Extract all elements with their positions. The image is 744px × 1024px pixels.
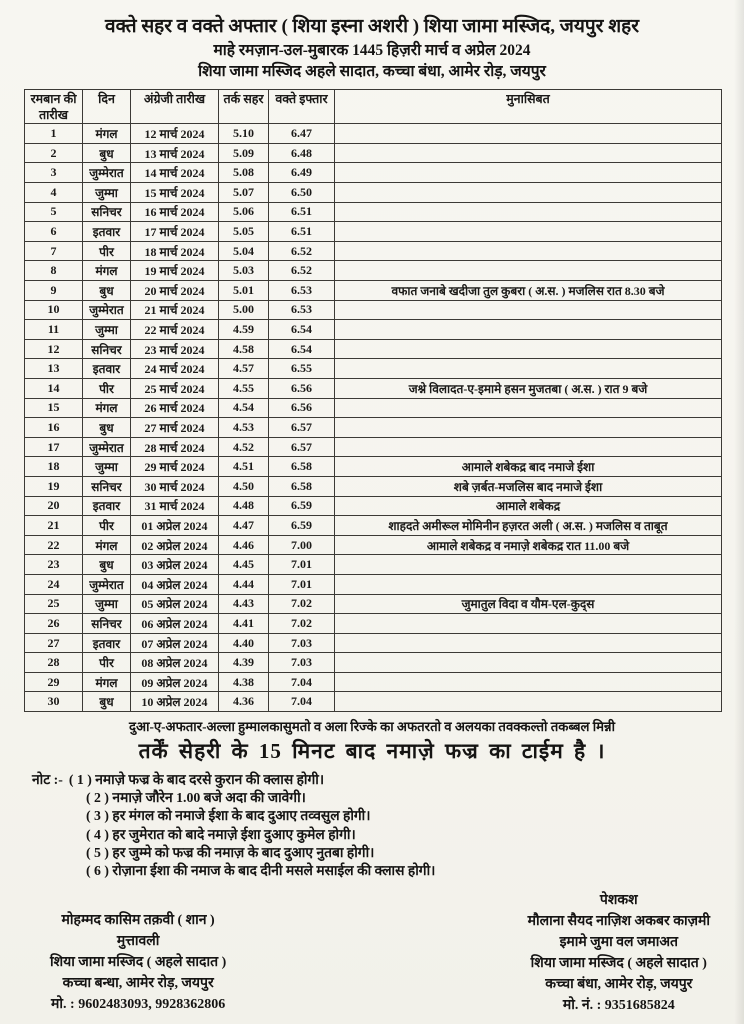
iftar-time-cell: 7.02 [269,614,335,634]
sahar-time-cell: 4.51 [219,457,269,477]
english-date-cell: 20 मार्च 2024 [131,281,219,301]
day-cell: सनिचर [83,202,131,222]
occasion-cell: जुमातुल विदा व यौम-एल-कुद्स [335,594,722,614]
english-date-cell: 16 मार्च 2024 [131,202,219,222]
note-line-5 [86,844,720,862]
note-line-3 [86,807,720,825]
day-cell: इतवार [83,222,131,242]
table-row [25,496,722,516]
sahar-time-cell: 4.53 [219,418,269,438]
ramzan-date-cell: 17 [25,437,83,457]
imam-name: मौलाना सैयद नाज़िश अकबर काज़मी [527,914,710,930]
english-date-cell: 06 अप्रेल 2024 [131,614,219,634]
day-cell: इतवार [83,633,131,653]
note-item-2: ( 2 ) नमाज़े जौरेन 1.00 बजे अदा की जावेगी। [86,790,306,806]
day-cell: जुम्मा [83,594,131,614]
note-item-5: ( 5 ) हर जुम्मे को फज्र की नमाज़ के बाद दुआए नुतबा होगी। [86,844,375,860]
iftar-time-cell: 6.57 [269,418,335,438]
sahar-time-cell: 5.01 [219,281,269,301]
occasion-cell [335,300,722,320]
day-cell: पीर [83,516,131,536]
table-row [25,476,722,496]
sahar-time-cell: 4.45 [219,555,269,575]
english-date-cell: 09 अप्रेल 2024 [131,672,219,692]
occasion-cell [335,261,722,281]
occasion-cell [335,143,722,163]
imam-org: शिया जामा मस्जिद ( अहले सादात ) [530,956,707,972]
signature-mutawalli [50,910,226,1016]
occasion-cell [335,359,722,379]
document-subtitle-month: माहे रमज़ान-उल-मुबारक 1445 हिज़री मार्च व अप्रेल 2024 [213,41,531,59]
english-date-cell: 23 मार्च 2024 [131,339,219,359]
english-date-cell: 18 मार्च 2024 [131,241,219,261]
dua-e-iftar-line: दुआ-ए-अफतार-अल्ला हुम्मालकासुमतो व अला रिज्के का अफतरतो व अलयका तवक्कल्तो तकब्बल मिन्नी [128,719,615,735]
table-row [25,614,722,634]
sahar-time-cell: 4.48 [219,496,269,516]
occasion-cell [335,339,722,359]
iftar-time-cell: 6.57 [269,437,335,457]
note-item-4: ( 4 ) हर जुमेरात को बादे नमाज़े ईशा दुआए कुमेल होगी। [86,826,356,842]
ramzan-date-cell: 28 [25,653,83,673]
iftar-time-cell: 6.51 [269,202,335,222]
timetable-body [25,124,722,712]
document-title: वक्ते सहर व वक्ते अफ्तार ( शिया इस्ना अशरी ) शिया जामा मस्जिद, जयपुर शहर [105,16,639,37]
signature-imam [528,890,710,1016]
ramzan-date-cell: 4 [25,183,83,203]
note-label: नोट :- [32,772,63,788]
english-date-cell: 28 मार्च 2024 [131,437,219,457]
day-cell: बुध [83,418,131,438]
english-date-cell: 10 अप्रेल 2024 [131,692,219,712]
iftar-time-cell: 7.01 [269,555,335,575]
signature-section [24,890,720,1016]
english-date-cell: 30 मार्च 2024 [131,476,219,496]
iftar-time-cell: 7.00 [269,535,335,555]
sahar-time-cell: 4.38 [219,672,269,692]
sahar-time-cell: 5.06 [219,202,269,222]
sahar-time-cell: 5.07 [219,183,269,203]
occasion-cell [335,241,722,261]
ramzan-date-cell: 20 [25,496,83,516]
iftar-time-cell: 6.50 [269,183,335,203]
ramzan-date-cell: 27 [25,633,83,653]
english-date-cell: 15 मार्च 2024 [131,183,219,203]
table-row [25,457,722,477]
col-header-sahar: तर्क सहर [219,90,269,124]
note-item-6: ( 6 ) रोज़ाना ईशा की नमाज के बाद दीनी मसले मसाईल की क्लास होगी। [86,863,436,879]
day-cell: जुम्मेरात [83,574,131,594]
day-cell: सनिचर [83,614,131,634]
day-cell: जुम्मा [83,183,131,203]
day-cell: मंगल [83,535,131,555]
table-row [25,300,722,320]
ramzan-date-cell: 2 [25,143,83,163]
ramzan-date-cell: 10 [25,300,83,320]
sahar-time-cell: 4.50 [219,476,269,496]
sahar-time-cell: 4.58 [219,339,269,359]
english-date-cell: 19 मार्च 2024 [131,261,219,281]
occasion-cell: आमाले शबेकद्र [335,496,722,516]
col-header-english-date: अंग्रेजी तारीख [131,90,219,124]
mutawalli-name: मोहम्मद कासिम तक़वी ( शान ) [61,913,215,929]
ramzan-date-cell: 16 [25,418,83,438]
mutawalli-org: शिया जामा मस्जिद ( अहले सादात ) [50,955,227,971]
occasion-cell [335,633,722,653]
english-date-cell: 01 अप्रेल 2024 [131,516,219,536]
iftar-time-cell: 6.53 [269,281,335,301]
sahar-time-cell: 4.57 [219,359,269,379]
fajr-time-notice: तर्कें सेहरी के 15 मिनट बाद नमाज़े फज्र का टाईम है । [138,739,606,764]
iftar-time-cell: 7.03 [269,653,335,673]
english-date-cell: 21 मार्च 2024 [131,300,219,320]
iftar-time-cell: 6.51 [269,222,335,242]
occasion-cell [335,202,722,222]
imam-phone: मो. नं. : 9351685824 [562,998,675,1014]
occasion-cell [335,163,722,183]
occasion-cell: आमाले शबेकद्र बाद नमाजे ईशा [335,457,722,477]
table-row [25,183,722,203]
mutawalli-address: कच्चा बन्धा, आमेर रोड़, जयपुर [62,976,214,992]
occasion-cell: आमाले शबेकद्र व नमाज़े शबेकद्र रात 11.00 बजे [335,535,722,555]
iftar-time-cell: 6.48 [269,143,335,163]
table-row [25,555,722,575]
day-cell: मंगल [83,672,131,692]
table-row [25,320,722,340]
table-row [25,418,722,438]
sahar-time-cell: 4.40 [219,633,269,653]
ramzan-date-cell: 14 [25,378,83,398]
iftar-time-cell: 6.54 [269,320,335,340]
iftar-time-cell: 6.58 [269,476,335,496]
iftar-time-cell: 6.56 [269,398,335,418]
sahar-time-cell: 5.04 [219,241,269,261]
table-row [25,574,722,594]
day-cell: सनिचर [83,476,131,496]
occasion-cell [335,574,722,594]
ramzan-date-cell: 1 [25,124,83,144]
occasion-cell [335,555,722,575]
day-cell: जुम्मा [83,457,131,477]
day-cell: बुध [83,692,131,712]
col-header-iftar: वक्ते इफ्तार [269,90,335,124]
ramzan-date-cell: 6 [25,222,83,242]
note-line-2 [86,789,720,807]
note-item-1: ( 1 ) नमाज़े फज्र के बाद दरसे कुरान की क्लास होगी। [68,772,325,788]
occasion-cell [335,320,722,340]
day-cell: जुम्मा [83,320,131,340]
table-row [25,359,722,379]
sahar-time-cell: 4.47 [219,516,269,536]
occasion-cell: वफात जनाबे खदीजा तुल कुबरा ( अ.स. ) मजलिस रात 8.30 बजे [335,281,722,301]
english-date-cell: 25 मार्च 2024 [131,378,219,398]
imam-address: कच्चा बंधा, आमेर रोड़, जयपुर [545,977,693,993]
iftar-time-cell: 6.56 [269,378,335,398]
sahar-time-cell: 4.46 [219,535,269,555]
col-header-occasion: मुनासिबत [335,90,722,124]
occasion-cell [335,398,722,418]
sahar-time-cell: 4.52 [219,437,269,457]
day-cell: जुम्मेरात [83,300,131,320]
day-cell: पीर [83,653,131,673]
sahar-time-cell: 5.05 [219,222,269,242]
table-row [25,241,722,261]
iftar-time-cell: 7.04 [269,672,335,692]
ramzan-date-cell: 21 [25,516,83,536]
day-cell: बुध [83,143,131,163]
sahar-time-cell: 4.59 [219,320,269,340]
mutawalli-title: मुत्तावली [116,934,160,950]
occasion-cell [335,222,722,242]
iftar-time-cell: 6.58 [269,457,335,477]
english-date-cell: 29 मार्च 2024 [131,457,219,477]
sahar-time-cell: 5.03 [219,261,269,281]
day-cell: जुम्मेरात [83,437,131,457]
table-row [25,672,722,692]
ramzan-date-cell: 12 [25,339,83,359]
iftar-time-cell: 6.59 [269,516,335,536]
iftar-time-cell: 6.47 [269,124,335,144]
day-cell: बुध [83,555,131,575]
iftar-time-cell: 7.02 [269,594,335,614]
document-subtitle-address: शिया जामा मस्जिद अहले सादात, कच्चा बंधा, आमेर रोड़, जयपुर [198,63,546,81]
occasion-cell: जश्ने विलादत-ए-इमामे हसन मुजतबा ( अ.स. ) रात 9 बजे [335,378,722,398]
iftar-time-cell: 6.54 [269,339,335,359]
english-date-cell: 08 अप्रेल 2024 [131,653,219,673]
iftar-time-cell: 7.03 [269,633,335,653]
col-header-ramzan-date: रमबान की तारीख [25,90,83,124]
day-cell: बुध [83,281,131,301]
day-cell: मंगल [83,124,131,144]
note-line-1 [32,771,720,789]
ramzan-date-cell: 13 [25,359,83,379]
occasion-cell: शाहदते अमीरूल मोमिनीन हज़रत अली ( अ.स. ) मजलिस व ताबूत [335,516,722,536]
timetable-header [25,90,722,124]
occasion-cell [335,437,722,457]
occasion-cell [335,418,722,438]
english-date-cell: 07 अप्रेल 2024 [131,633,219,653]
note-line-6 [86,862,720,880]
english-date-cell: 14 मार्च 2024 [131,163,219,183]
sahar-time-cell: 4.44 [219,574,269,594]
english-date-cell: 13 मार्च 2024 [131,143,219,163]
ramzan-date-cell: 9 [25,281,83,301]
english-date-cell: 31 मार्च 2024 [131,496,219,516]
ramzan-date-cell: 26 [25,614,83,634]
table-row [25,692,722,712]
timetable-header-row [25,90,722,124]
sahar-time-cell: 5.10 [219,124,269,144]
table-row [25,124,722,144]
iftar-time-cell: 7.04 [269,692,335,712]
sahar-time-cell: 4.55 [219,378,269,398]
ramzan-timetable [24,89,722,712]
table-row [25,261,722,281]
day-cell: पीर [83,378,131,398]
ramzan-date-cell: 19 [25,476,83,496]
english-date-cell: 22 मार्च 2024 [131,320,219,340]
sahar-time-cell: 4.43 [219,594,269,614]
iftar-time-cell: 6.49 [269,163,335,183]
note-item-3: ( 3 ) हर मंगल को नमाजे ईशा के बाद दुआए तव्वसुल होगी। [86,808,371,824]
mutawalli-phone: मो. : 9602483093, 9928362806 [51,997,226,1013]
occasion-cell [335,653,722,673]
occasion-cell [335,124,722,144]
occasion-cell [335,692,722,712]
day-cell: जुम्मेरात [83,163,131,183]
ramzan-date-cell: 11 [25,320,83,340]
table-row [25,594,722,614]
english-date-cell: 24 मार्च 2024 [131,359,219,379]
sahar-time-cell: 4.39 [219,653,269,673]
table-row [25,281,722,301]
sahar-time-cell: 5.08 [219,163,269,183]
table-row [25,535,722,555]
ramzan-date-cell: 25 [25,594,83,614]
iftar-time-cell: 6.52 [269,261,335,281]
table-row [25,398,722,418]
ramzan-date-cell: 18 [25,457,83,477]
iftar-time-cell: 6.53 [269,300,335,320]
sahar-time-cell: 5.00 [219,300,269,320]
ramzan-date-cell: 15 [25,398,83,418]
sahar-time-cell: 5.09 [219,143,269,163]
ramzan-date-cell: 29 [25,672,83,692]
ramzan-date-cell: 7 [25,241,83,261]
occasion-cell [335,183,722,203]
sahar-time-cell: 4.54 [219,398,269,418]
table-row [25,143,722,163]
notes-section [32,771,720,880]
table-row [25,222,722,242]
imam-title: इमामे जुमा वल जमाअत [559,935,679,951]
ramzan-date-cell: 22 [25,535,83,555]
day-cell: मंगल [83,398,131,418]
day-cell: इतवार [83,359,131,379]
iftar-time-cell: 6.55 [269,359,335,379]
ramzan-date-cell: 30 [25,692,83,712]
english-date-cell: 12 मार्च 2024 [131,124,219,144]
iftar-time-cell: 6.59 [269,496,335,516]
ramzan-date-cell: 23 [25,555,83,575]
iftar-time-cell: 6.52 [269,241,335,261]
sahar-time-cell: 4.36 [219,692,269,712]
table-row [25,202,722,222]
english-date-cell: 26 मार्च 2024 [131,398,219,418]
col-header-day: दिन [83,90,131,124]
sahar-time-cell: 4.41 [219,614,269,634]
table-row [25,633,722,653]
occasion-cell: शबे ज़र्बत-मजलिस बाद नमाजे ईशा [335,476,722,496]
day-cell: इतवार [83,496,131,516]
english-date-cell: 27 मार्च 2024 [131,418,219,438]
table-row [25,163,722,183]
table-row [25,437,722,457]
day-cell: सनिचर [83,339,131,359]
day-cell: पीर [83,241,131,261]
english-date-cell: 05 अप्रेल 2024 [131,594,219,614]
table-row [25,378,722,398]
iftar-time-cell: 7.01 [269,574,335,594]
english-date-cell: 03 अप्रेल 2024 [131,555,219,575]
table-row [25,339,722,359]
english-date-cell: 04 अप्रेल 2024 [131,574,219,594]
english-date-cell: 02 अप्रेल 2024 [131,535,219,555]
ramzan-date-cell: 3 [25,163,83,183]
ramzan-date-cell: 8 [25,261,83,281]
english-date-cell: 17 मार्च 2024 [131,222,219,242]
table-row [25,516,722,536]
ramzan-date-cell: 5 [25,202,83,222]
note-line-4 [86,826,720,844]
ramzan-date-cell: 24 [25,574,83,594]
imam-heading: पेशकश [599,893,638,909]
document-header [24,14,720,83]
day-cell: मंगल [83,261,131,281]
occasion-cell [335,672,722,692]
table-row [25,653,722,673]
occasion-cell [335,614,722,634]
